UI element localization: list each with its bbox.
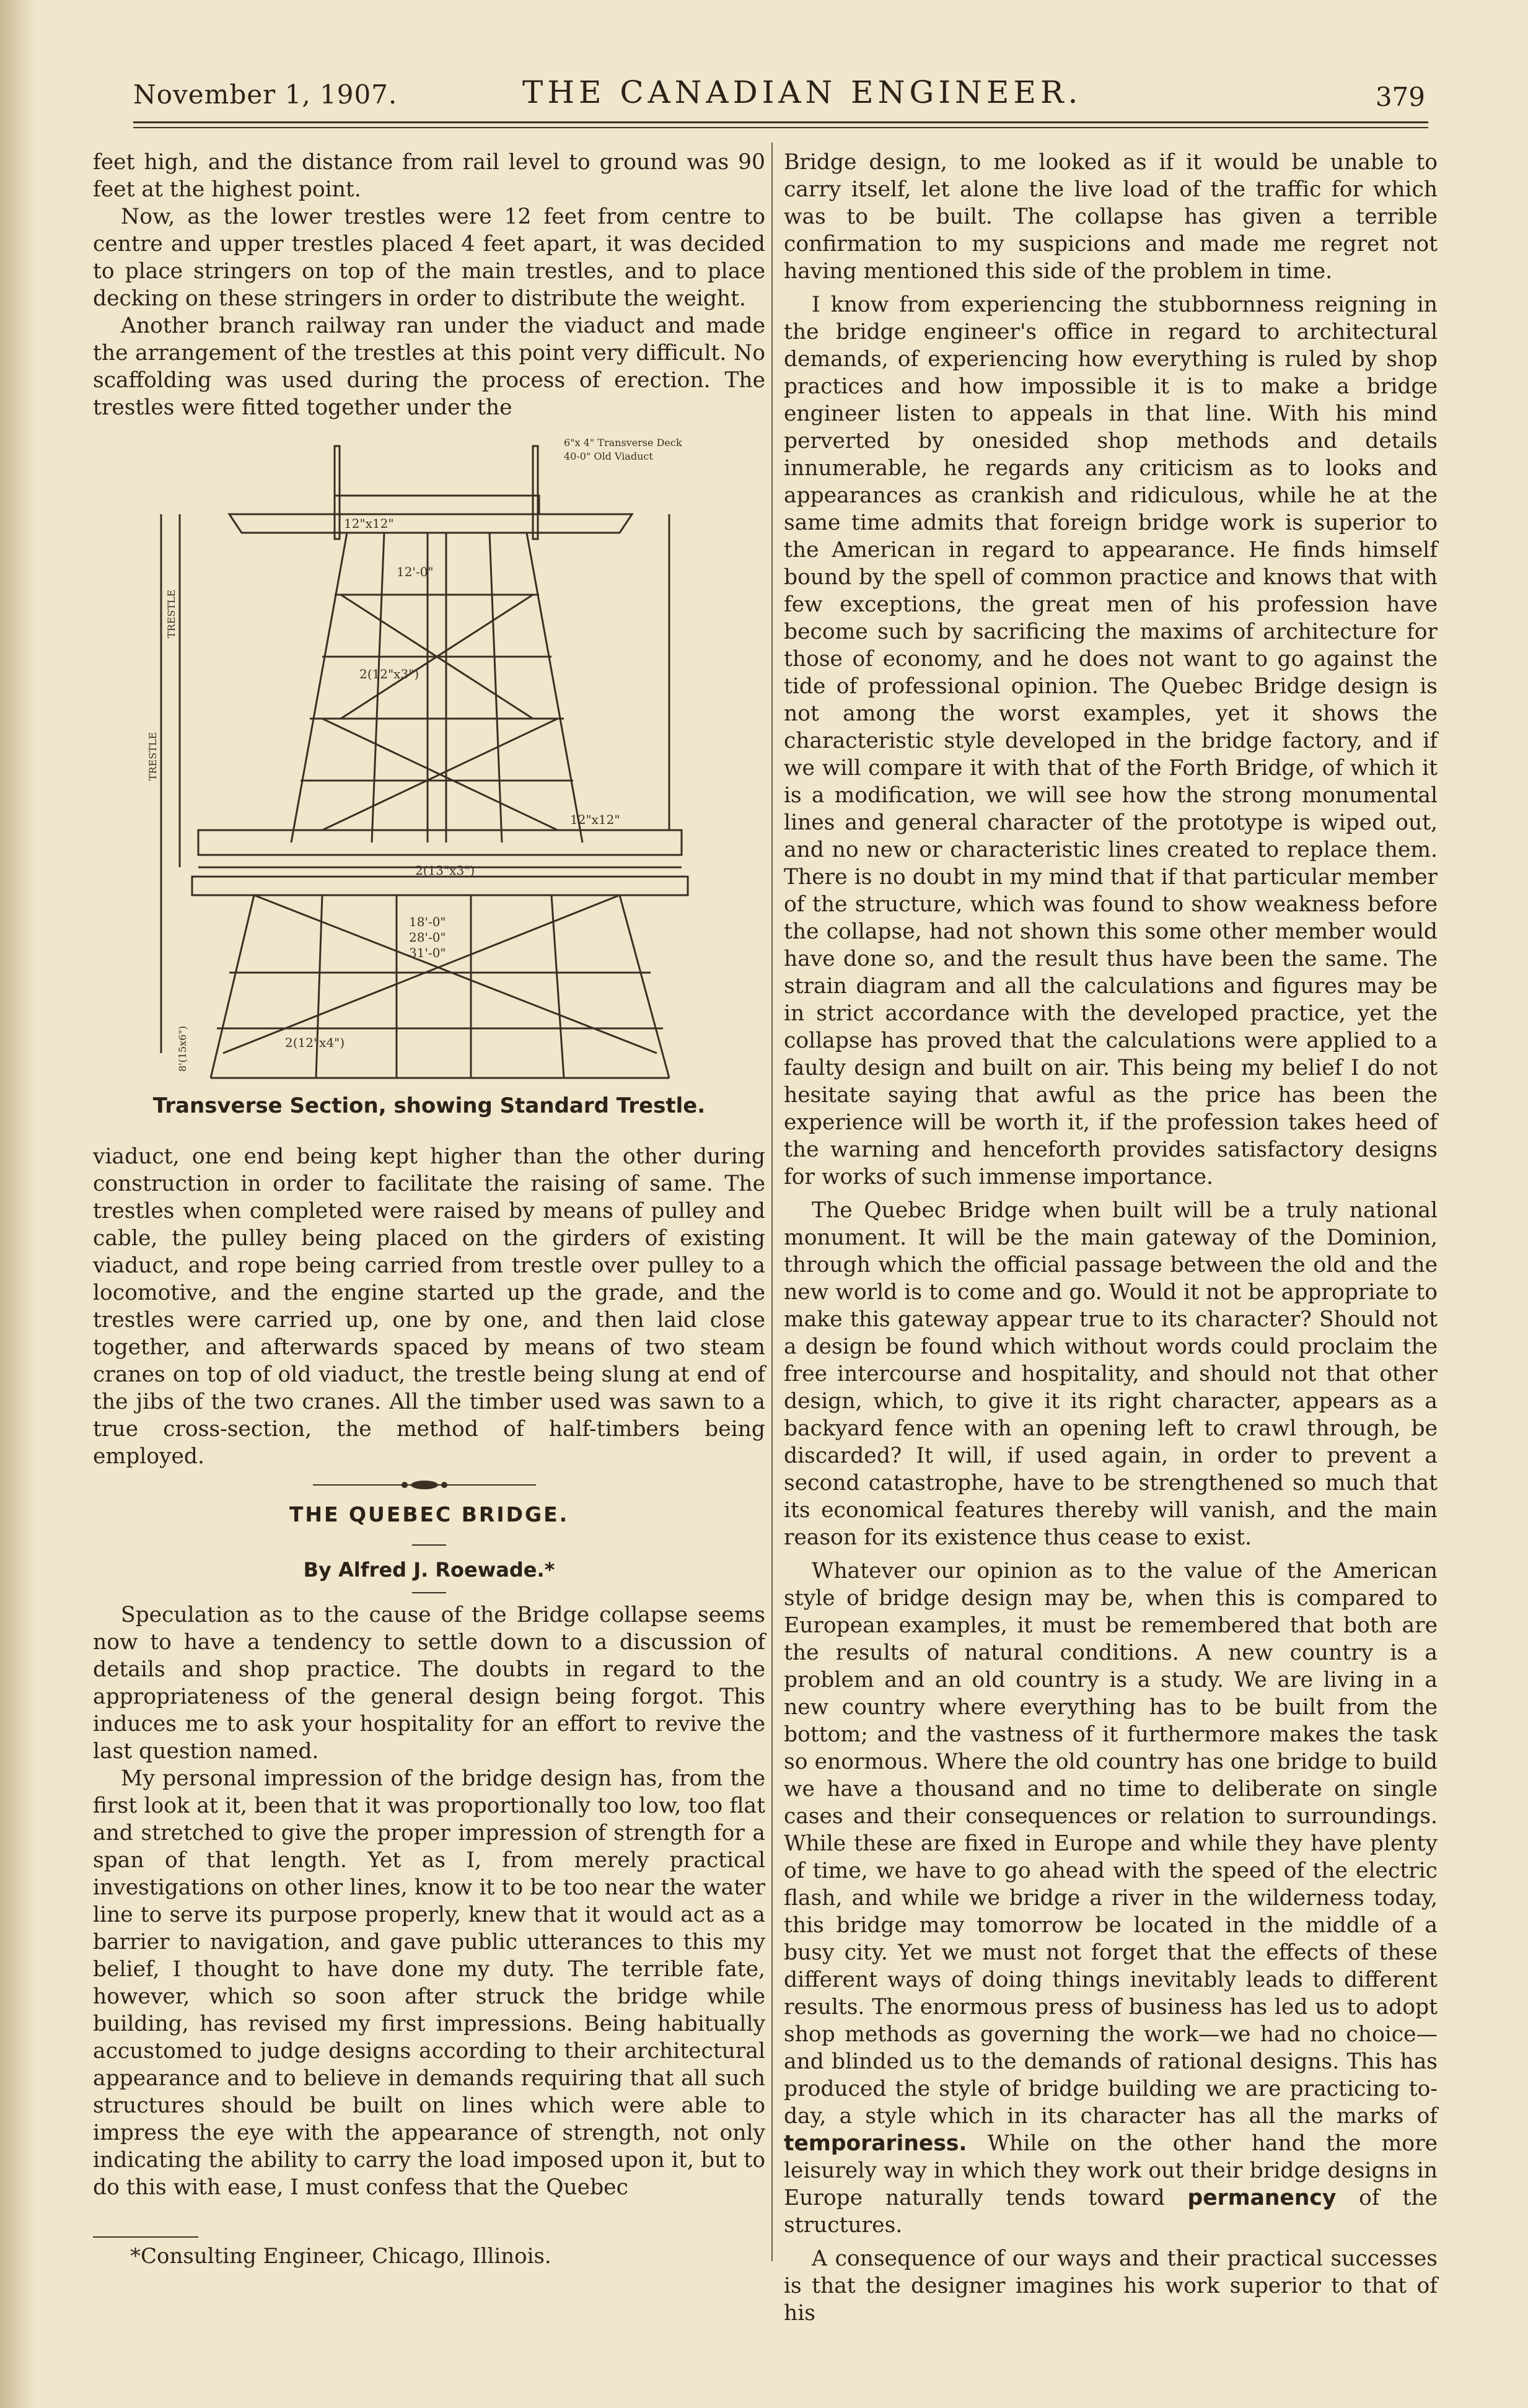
right-column <box>784 149 1438 2327</box>
paragraph: feet high, and the distance from rail level to ground was 90 feet at the highest point. <box>93 150 765 202</box>
paragraph <box>784 1557 1438 2239</box>
paragraph: My personal impression of the bridge design has, from the first look at it, been that it was proportionally too low, too flat and stretched to give the proper impression of strength for a span of that length. Yet as I, from merely practical investigations on other lines, know it to be too near the water line to serve its purpose properly, knew that it would act as a barrier to navigation, and gave public utterances to this my belief, I thought to have done my duty. The terrible fate, however, which so soon after struck the bridge while building, has revised my first impressions. Being habitually accustomed to judge designs according to their architectural appearance and to believe in demands requiring that all such structures should be built on lines which were able to impress the eye with the appearance of strength, not only indicating the ability to carry the load imposed upon it, but to do this with ease, I must confess that the Quebec <box>93 1766 765 2200</box>
header-rule-thin <box>133 127 1428 128</box>
left-column-top <box>93 149 765 421</box>
paragraph: viaduct, one end being kept higher than the other during construction in order to facilitate the raising of same. The trestles when completed were raised by means of pulley and cable, the pulley being placed on the girders of existing viaduct, and rope being carried from trestle over pulley to a locomotive, and the engine started up the grade, and the trestles were carried up, one by one, and then laid close together, and afterwards spaced by means of two steam cranes on top of old viaduct, the trestle being slung at end of the jibs of the two cranes. All the timber used was sawn to a true cross-section, the method of half-timbers being employed. <box>93 1144 765 1469</box>
label-dim-31: 31'-0" <box>409 945 446 960</box>
page-header <box>133 74 1425 118</box>
text-run: Whatever our opinion as to the value of the American style of bridge design may be, when this is compared to European examples, it must be remembered that both are the results of natural conditions. A new country is a problem and an old country is a study. We are living in a new country where everything has to be built from the bottom; and the vastness of it furthermore makes the task so enormous. Where the old country has one bridge to build we have a thousand and no time to deliberate on single cases and their consequences or relation to surroundings. While these are fixed in Europe and while they have plenty of time, we have to go ahead with the speed of the electric flash, and while we bridge a river in the wilderness today, this bridge may tomorrow be located in the middle of a busy city. Yet we must not forget that the effects of these different ways of doing things inevitably leads to different results. The enormous press of business has led us to adopt shop methods as governing the work—we had no choice—and blinded us to the demands of rational designs. This has produced the style of bridge building we are practicing to-day, a style which in its character has all the marks of <box>784 1559 1438 2129</box>
label-stringer: 12"x12" <box>570 812 620 827</box>
paragraph: Another branch railway ran under the viaduct and made the arrangement of the trestles at this point very difficult. No scaffolding was used during the process of erection. The trestles were fitted together under the <box>93 313 765 420</box>
label-side-trestle: TRESTLE <box>147 732 159 781</box>
label-side-dim: 8'(15x6") <box>177 1026 188 1072</box>
text-run: of the structures. <box>784 2186 1438 2238</box>
label-top-note-2: 40-0" Old Viaduct <box>564 450 653 462</box>
label-top-note: 6"x 4" Transverse Deck <box>564 437 682 449</box>
figure-caption: Transverse Section, showing Standard Trestle. <box>152 1093 706 1118</box>
paragraph: Speculation as to the cause of the Bridge collapse seems now to have a tendency to settle down to a discussion of details and shop practice. The doubts in regard to the appropriateness of the general design being forgot. This induces me to ask your hospitality for an effort to revive the last question named. <box>93 1603 765 1764</box>
page-number: 379 <box>1375 82 1425 112</box>
left-column-middle <box>93 1143 765 1470</box>
label-bottom: 2(12"x4") <box>285 1035 345 1050</box>
paragraph: Now, as the lower trestles were 12 feet from centre to centre and upper trestles placed 4 feet apart, it was decided to place stringers on top of the main trestles, and to place decking on these stringers in order to distribute the weight. <box>93 204 765 311</box>
label-dim-18: 18'-0" <box>409 914 446 929</box>
trestle-diagram <box>136 434 756 1115</box>
label-dim-12ft: 12'-0" <box>397 564 434 579</box>
label-dim-28: 28'-0" <box>409 930 446 945</box>
section-ornament <box>313 1478 536 1492</box>
footnote: *Consulting Engineer, Chicago, Illinois. <box>130 2244 551 2269</box>
column-divider <box>771 142 773 2261</box>
paragraph: A consequence of our ways and their practical successes is that the designer imagines his work superior to that of his <box>784 2246 1438 2326</box>
trestle-drawing <box>136 434 756 1090</box>
page-gutter-shadow <box>0 0 37 2408</box>
header-date: November 1, 1907. <box>133 79 398 110</box>
paragraph: I know from experiencing the stubbornness reigning in the bridge engineer's office in regard to architectural demands, of experiencing how everything is ruled by shop practices and how impossible it is to make a bridge engineer listen to appeals in that line. With his mind perverted by onesided shop methods and details innumerable, he regards any criticism as to looks and appearances as crankish and ridiculous, while he at the same time admits that foreign bridge work is superior to the American in regard to appearance. He finds himself bound by the spell of common practice and knows that with few exceptions, the great men of his profession have become such by sacrificing the maxims of architecture for those of economy, and he does not want to go against the tide of professional opinion. The Quebec Bridge design is not among the worst examples, yet it shows the characteristic style developed in the bridge factory, and if we will compare it with that of the Forth Bridge, of which it is a modification, we will see how the strong monumental lines and general character of the prototype is wiped out, and no new or characteristic lines created to replace them. There is no doubt in my mind that if that particular member of the structure, which was found to show weakness before the collapse, had not shown this some other member would have done so, and the result thus have been the same. The strain diagram and all the calculations and figures may be in strict accordance with the developed practice, yet the collapse has proved that the calculations were applied to a faulty design and built on air. This being my belief I do not hesitate saying that awful as the price has been the experience will be worth it, if the profession takes heed of the warning and henceforth provides satisfactory designs for works of such immense importance. <box>784 292 1438 1189</box>
label-brace: 2(12"x3") <box>359 667 419 681</box>
article-byline: By Alfred J. Roewade.* <box>303 1558 555 1582</box>
emphasis-permanency: permanency <box>1187 2186 1337 2210</box>
label-beam: 2(13"x3") <box>415 863 475 878</box>
byline-rule <box>412 1592 446 1593</box>
header-rule-thick <box>133 121 1428 123</box>
emphasis-temporariness: temporariness. <box>784 2131 967 2156</box>
left-column-bottom <box>93 1601 765 2201</box>
article-title: THE QUEBEC BRIDGE. <box>289 1502 569 1526</box>
label-top-timber: 12"x12" <box>344 516 394 531</box>
footnote-rule <box>93 2236 198 2238</box>
title-rule <box>412 1544 446 1546</box>
paragraph: Bridge design, to me looked as if it would be unable to carry itself, let alone the live load of the traffic for which was to be built. The collapse has given a terrible confirmation to my suspicions and made me regret not having mentioned this side of the problem in time. <box>784 150 1438 284</box>
label-side-trestle-2: TRESTLE <box>165 589 177 638</box>
journal-title: THE CANADIAN ENGINEER. <box>522 74 1082 110</box>
text-run: While on the other hand the more leisurely way in which they work out their bridge designs in Europe naturally tends toward <box>784 2131 1438 2210</box>
paragraph: The Quebec Bridge when built will be a truly national monument. It will be the main gateway of the Dominion, through which the official passage between the old and the new world is to come and go. Would it not be appropriate to make this gateway appear true to its character? Should not a design be found which without words could proclaim the free intercourse and hospitality, and should not that other design, which, to give it its right character, appears as a backyard fence with an opening left to crawl through, be discarded? It will, if used again, in order to prevent a second catastrophe, have to be strengthened so much that its economical features thereby will vanish, and the main reason for its existence thus cease to exist. <box>784 1198 1438 1550</box>
